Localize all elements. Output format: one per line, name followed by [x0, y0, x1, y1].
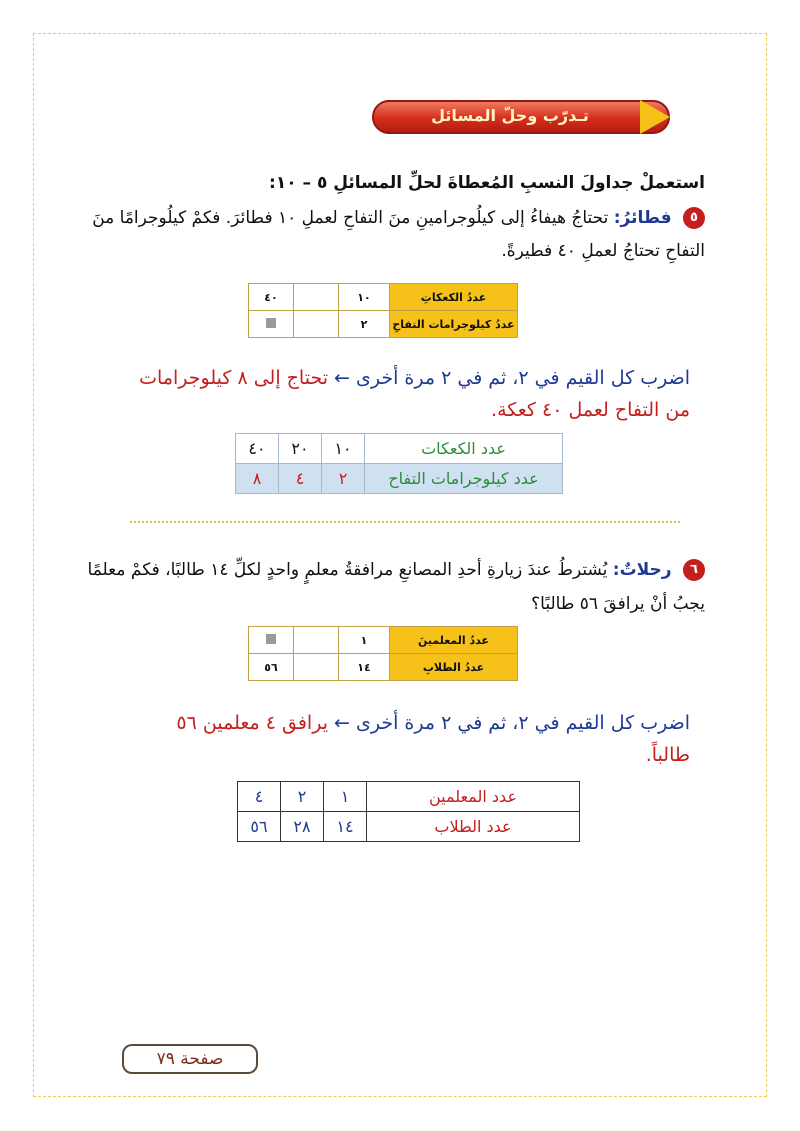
table-cell: [294, 627, 339, 654]
answer-result: تحتاج إلى ٨ كيلوجرامات: [139, 367, 328, 389]
problem-6-answer-2: طالباً.: [645, 744, 690, 766]
section-title: تـدرّب وحلّ المسائل: [431, 106, 589, 125]
answer-row-label: عدد كيلوجرامات التفاح: [365, 464, 563, 494]
table-cell: ٢: [339, 311, 390, 338]
problem-6-answer: [90, 708, 690, 738]
table-cell: ٤٠: [249, 284, 294, 311]
problem-6-line-1: [85, 555, 705, 585]
table-cell: [294, 311, 339, 338]
problem-5-ratio-table: [248, 283, 518, 338]
table-header-cakes: عددُ الكعكاتِ: [390, 284, 518, 311]
answer-cell: ٥٦: [238, 812, 281, 842]
problem-6-answer-table: [237, 781, 580, 842]
table-cell: ١٠: [339, 284, 390, 311]
answer-row-label: عدد الطلاب: [367, 812, 580, 842]
answer-cell: ٤: [238, 782, 281, 812]
instructions: استعملْ جداولَ النسبِ المُعطاةَ لحلِّ المسائلِ ٥ – ١٠:: [269, 173, 705, 193]
answer-step: اضرب كل القيم في ٢، ثم في ٢ مرة أخرى: [356, 367, 690, 389]
problem-6-badge: ٦: [683, 559, 705, 581]
section-divider: [130, 521, 680, 523]
answer-row-label: عدد الكعكات: [365, 434, 563, 464]
arrow-icon: ←: [334, 712, 350, 734]
answer-cell: ١٠: [322, 434, 365, 464]
unknown-square-icon: [249, 311, 294, 338]
problem-5-answer-table: [235, 433, 563, 494]
answer-cell: ٨: [236, 464, 279, 494]
answer-result: يرافق ٤ معلمين ٥٦: [176, 712, 328, 734]
answer-cell: ٢٨: [281, 812, 324, 842]
table-header-apples: عددُ كيلوجرامات التفاحِ: [390, 311, 518, 338]
problem-6-keyword: رحلاتٌ:: [612, 560, 672, 580]
answer-cell: ١: [324, 782, 367, 812]
problem-5-text-2: التفاحِ تحتاجُ لعملِ ٤٠ فطيرةً.: [501, 241, 705, 261]
answer-cell: ٢: [281, 782, 324, 812]
problem-5-text-1: تحتاجُ هيفاءُ إلى كيلُوجرامينِ منَ التفاحِ لعملِ ١٠ فطائرَ. فكمْ كيلُوجرامًا منَ: [92, 208, 609, 228]
problem-5-line-1: [85, 203, 705, 233]
problem-6-text-2: يجبُ أنْ يرافقَ ٥٦ طالبًا؟: [531, 594, 705, 614]
table-cell: ١٤: [339, 654, 390, 681]
table-cell: ٥٦: [249, 654, 294, 681]
table-header-students: عددُ الطلابِ: [390, 654, 518, 681]
unknown-square-icon: [249, 627, 294, 654]
answer-cell: ٤٠: [236, 434, 279, 464]
answer-cell: ٢٠: [279, 434, 322, 464]
table-cell: ١: [339, 627, 390, 654]
problem-5-answer: [90, 363, 690, 393]
answer-cell: ٤: [279, 464, 322, 494]
table-header-teachers: عددُ المعلمينَ: [390, 627, 518, 654]
answer-row-label: عدد المعلمين: [367, 782, 580, 812]
page-number: صفحة ٧٩: [122, 1044, 258, 1074]
problem-5-answer-2: من التفاح لعمل ٤٠ كعكة.: [491, 399, 690, 421]
problem-6-text-1: يُشترطُ عندَ زيارةِ أحدِ المصانعِ مرافقةُ معلمٍ واحدٍ لكلِّ ١٤ طالبًا، فكمْ معلمًا: [87, 560, 608, 580]
answer-step: اضرب كل القيم في ٢، ثم في ٢ مرة أخرى: [356, 712, 690, 734]
problem-5-keyword: فطائرُ:: [613, 208, 672, 228]
table-cell: [294, 654, 339, 681]
problem-6-ratio-table: [248, 626, 518, 681]
banner-arrow-icon: [640, 100, 670, 134]
answer-cell: ١٤: [324, 812, 367, 842]
arrow-icon: ←: [334, 367, 350, 389]
answer-cell: ٢: [322, 464, 365, 494]
problem-5-badge: ٥: [683, 207, 705, 229]
table-cell: [294, 284, 339, 311]
